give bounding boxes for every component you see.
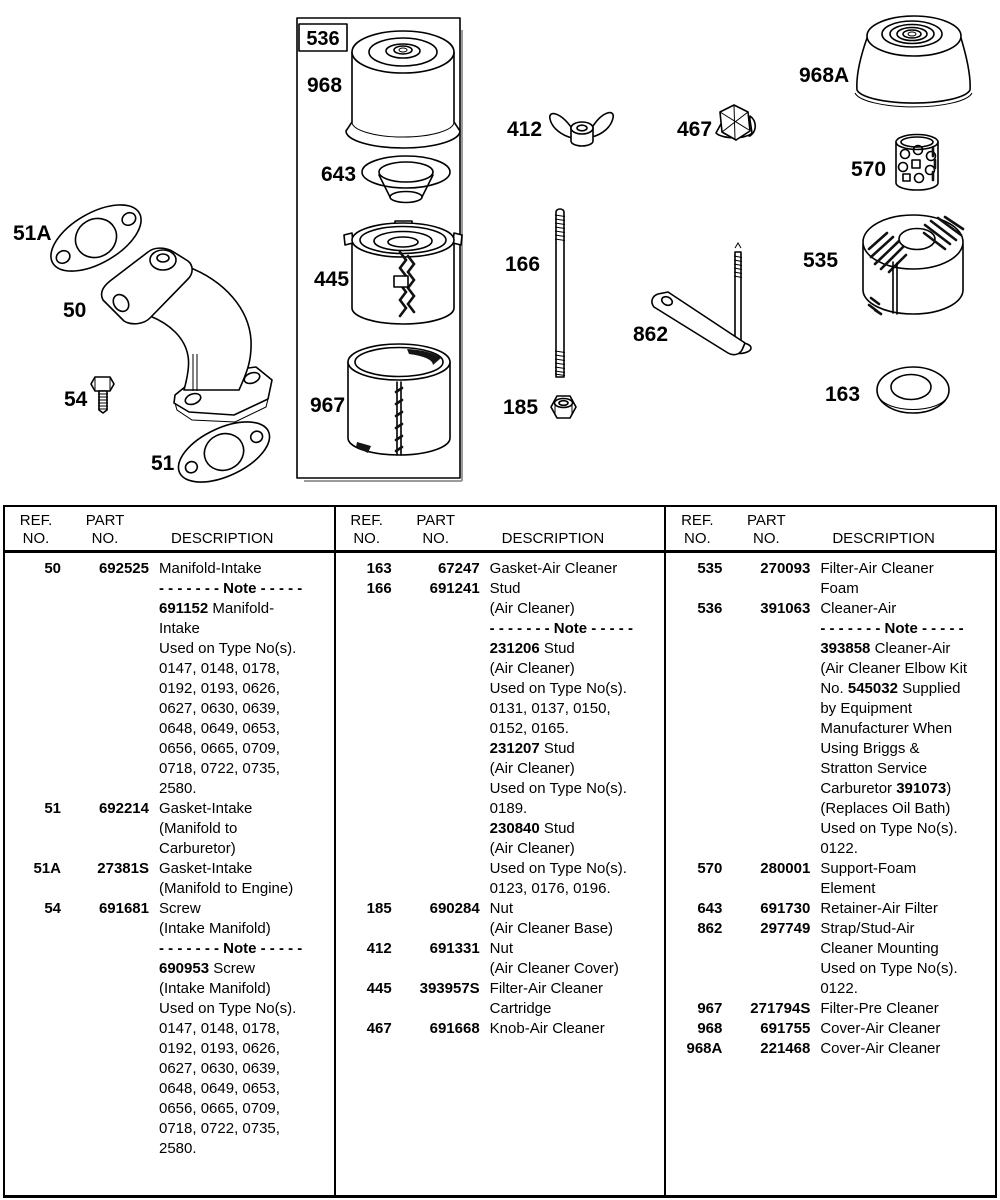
description-line: 690953 Screw: [159, 960, 255, 977]
part-label-50: 50: [63, 299, 87, 322]
table-header: [336, 507, 665, 553]
description-line: Cover-Air Cleaner: [820, 1020, 941, 1037]
table-row: [11, 859, 332, 899]
part-drawing-412-wingnut: [507, 113, 613, 146]
description-line: Used on Type No(s).: [820, 820, 958, 837]
table-row: [672, 999, 993, 1019]
description-line: Manufacturer When: [820, 720, 953, 737]
header-ref-no: [672, 512, 722, 550]
description-line: 0147, 0148, 0178,: [159, 1020, 280, 1037]
ref-no-cell: 968: [697, 1020, 723, 1037]
description-line: Used on Type No(s).: [159, 1000, 297, 1017]
description-line: (Air Cleaner): [489, 840, 575, 857]
description-cell: [810, 999, 993, 1019]
description-line: 0656, 0665, 0709,: [159, 1100, 280, 1117]
part-no-cell: 691681: [98, 900, 149, 917]
part-label-862: 862: [633, 323, 669, 346]
table-row: [342, 1019, 663, 1039]
ref-no-cell: 445: [366, 980, 392, 997]
part-label-166: 166: [505, 253, 541, 276]
part-no-cell: 692525: [98, 560, 149, 577]
description-line: 0656, 0665, 0709,: [159, 740, 280, 757]
parts-rows: [666, 553, 995, 1059]
table-row: [342, 939, 663, 979]
header-description: DESCRIPTION: [832, 530, 935, 547]
table-row: [11, 799, 332, 859]
part-label-968A: 968A: [799, 64, 850, 87]
header-part-line2: NO.: [91, 530, 119, 547]
header-ref-line1: REF.: [350, 512, 383, 529]
part-label-536: 536: [306, 28, 340, 50]
parts-column-3: [666, 507, 995, 1195]
description-line: Gasket-Intake: [159, 860, 253, 877]
table-row: [11, 559, 332, 799]
description-line: Used on Type No(s).: [489, 780, 627, 797]
description-line: Screw: [159, 900, 201, 917]
description-line: 0718, 0722, 0735,: [159, 1120, 280, 1137]
part-label-467: 467: [677, 118, 713, 141]
header-part-no: [722, 512, 810, 550]
description-line: (Intake Manifold): [159, 980, 271, 997]
header-ref-line2: NO.: [684, 530, 711, 547]
part-drawing-968A-cover: [799, 16, 972, 107]
description-line: Used on Type No(s).: [489, 860, 627, 877]
description-cell: [149, 899, 332, 1159]
header-part-no: [61, 512, 149, 550]
description-line: Using Briggs &: [820, 740, 920, 757]
description-line: Used on Type No(s).: [489, 680, 627, 697]
part-no-cell: 691755: [760, 1020, 811, 1037]
table-row: [672, 919, 993, 999]
description-cell: [480, 559, 663, 579]
header-part-line1: PART: [416, 512, 455, 529]
description-line: 0123, 0176, 0196.: [489, 880, 611, 897]
part-drawing-51-gasket: [169, 410, 278, 495]
description-line: Foam: [820, 580, 859, 597]
part-no-cell: 280001: [760, 860, 811, 877]
ref-no-cell: 185: [366, 900, 392, 917]
description-line: 0122.: [820, 840, 858, 857]
description-line: Gasket-Intake: [159, 800, 253, 817]
description-line: - - - - - - - Note - - - - -: [159, 580, 303, 597]
description-line: 0627, 0630, 0639,: [159, 700, 280, 717]
header-part-line1: PART: [85, 512, 125, 529]
description-line: 393858 Cleaner-Air: [820, 640, 951, 657]
description-line: (Air Cleaner Elbow Kit: [820, 660, 968, 677]
part-label-570: 570: [851, 158, 887, 181]
part-drawing-570-support: [851, 135, 938, 191]
description-line: Stud: [489, 580, 521, 597]
ref-no-cell: 166: [366, 580, 392, 597]
description-line: 0152, 0165.: [489, 720, 569, 737]
description-line: (Intake Manifold): [159, 920, 271, 937]
description-cell: [149, 799, 332, 859]
ref-no-cell: 467: [366, 1020, 392, 1037]
ref-no-cell: 51A: [33, 860, 61, 877]
part-drawing-166-stud: [505, 209, 565, 377]
part-label-968: 968: [307, 74, 343, 97]
description-line: Filter-Pre Cleaner: [820, 1000, 939, 1017]
part-drawing-185-nut: [503, 396, 576, 419]
description-line: 0147, 0148, 0178,: [159, 660, 280, 677]
description-line: Gasket-Air Cleaner: [489, 560, 618, 577]
description-line: Cleaner-Air: [820, 600, 897, 617]
description-line: (Replaces Oil Bath): [820, 800, 951, 817]
part-drawing-54-screw: [64, 377, 114, 413]
description-line: (Air Cleaner Base): [489, 920, 614, 937]
part-drawing-50-manifold: [63, 248, 272, 422]
header-ref-line1: REF.: [19, 512, 53, 529]
part-label-445: 445: [314, 268, 350, 291]
part-no-cell: 393957S: [419, 980, 480, 997]
description-line: 0189.: [489, 800, 528, 817]
ref-no-cell: 535: [697, 560, 723, 577]
part-no-cell: 271794S: [750, 1000, 811, 1017]
description-cell: [810, 1019, 993, 1039]
part-label-535: 535: [803, 249, 839, 272]
part-drawing-467-knob: [677, 105, 755, 141]
description-line: Nut: [489, 900, 514, 917]
part-no-cell: 691331: [429, 940, 480, 957]
description-line: (Air Cleaner): [489, 660, 575, 677]
part-label-185: 185: [503, 396, 539, 419]
description-line: - - - - - - - Note - - - - -: [159, 940, 303, 957]
header-ref-line2: NO.: [22, 530, 50, 547]
description-line: 231206 Stud: [489, 640, 575, 657]
table-row: [672, 1019, 993, 1039]
table-row: [342, 579, 663, 899]
description-cell: [810, 859, 993, 899]
description-line: Manifold-Intake: [159, 560, 262, 577]
description-line: 230840 Stud: [489, 820, 575, 837]
parts-column-2: [336, 507, 667, 1195]
part-no-cell: 391063: [760, 600, 811, 617]
ref-no-cell: 50: [44, 560, 61, 577]
part-drawing-163-washer: [825, 367, 949, 413]
part-no-cell: 297749: [760, 920, 811, 937]
table-row: [672, 899, 993, 919]
description-line: Stratton Service: [820, 760, 928, 777]
description-cell: [810, 899, 993, 919]
part-no-cell: 27381S: [97, 860, 149, 877]
table-row: [672, 859, 993, 899]
description-line: by Equipment: [820, 700, 913, 717]
ref-no-cell: 163: [366, 560, 392, 577]
parts-table: [3, 505, 997, 1198]
header-ref-no: [11, 512, 61, 550]
description-line: 0627, 0630, 0639,: [159, 1060, 280, 1077]
description-cell: [810, 919, 993, 999]
description-line: (Air Cleaner): [489, 600, 575, 617]
parts-rows: [336, 553, 665, 1039]
description-line: Cartridge: [489, 1000, 552, 1017]
part-label-54: 54: [64, 388, 88, 411]
ref-no-cell: 51: [44, 800, 61, 817]
description-line: Filter-Air Cleaner: [489, 980, 604, 997]
description-line: 231207 Stud: [489, 740, 575, 757]
part-label-643: 643: [321, 163, 357, 186]
table-row: [672, 599, 993, 859]
description-line: Cover-Air Cleaner: [820, 1040, 941, 1057]
table-header: [5, 507, 334, 553]
description-line: Used on Type No(s).: [159, 640, 297, 657]
description-line: 0718, 0722, 0735,: [159, 760, 280, 777]
description-cell: [480, 939, 663, 979]
description-line: (Manifold to Engine): [159, 880, 294, 897]
description-line: Carburetor): [159, 840, 236, 857]
table-row: [342, 559, 663, 579]
table-row: [342, 899, 663, 939]
description-line: 2580.: [159, 780, 197, 797]
header-part-line1: PART: [747, 512, 786, 529]
parts-diagram: [0, 0, 1000, 500]
description-cell: [149, 559, 332, 799]
description-line: Cleaner Mounting: [820, 940, 939, 957]
header-ref-line2: NO.: [353, 530, 380, 547]
description-cell: [810, 1039, 993, 1059]
part-label-412: 412: [507, 118, 543, 141]
description-cell: [480, 579, 663, 899]
part-drawing-862-strap: [633, 243, 751, 355]
description-line: (Manifold to: [159, 820, 238, 837]
ref-no-cell: 570: [697, 860, 723, 877]
description-line: Support-Foam: [820, 860, 917, 877]
description-line: Element: [820, 880, 876, 897]
description-line: (Air Cleaner Cover): [489, 960, 619, 977]
part-label-163: 163: [825, 383, 861, 406]
description-line: Filter-Air Cleaner: [820, 560, 934, 577]
description-line: (Air Cleaner): [489, 760, 575, 777]
header-description: DESCRIPTION: [501, 530, 605, 547]
description-line: Carburetor 391073): [820, 780, 952, 797]
part-no-cell: 690284: [429, 900, 480, 917]
header-description: DESCRIPTION: [171, 530, 274, 547]
header-part-line2: NO.: [753, 530, 780, 547]
header-part-line2: NO.: [422, 530, 449, 547]
parts-rows: [5, 553, 334, 1159]
description-line: Used on Type No(s).: [820, 960, 958, 977]
ref-no-cell: 54: [44, 900, 61, 917]
description-line: 0131, 0137, 0150,: [489, 700, 611, 717]
description-line: 0192, 0193, 0626,: [159, 680, 280, 697]
ref-no-cell: 643: [697, 900, 723, 917]
description-line: 0648, 0649, 0653,: [159, 1080, 280, 1097]
description-line: Intake: [159, 620, 200, 637]
description-cell: [480, 1019, 663, 1039]
header-ref-line1: REF.: [681, 512, 714, 529]
description-line: 0122.: [820, 980, 858, 997]
description-cell: [480, 899, 663, 939]
ref-no-cell: 967: [697, 1000, 723, 1017]
header-ref-no: [342, 512, 392, 550]
description-cell: [149, 859, 332, 899]
part-no-cell: 692214: [98, 800, 149, 817]
part-no-cell: 270093: [760, 560, 811, 577]
part-drawing-535-foam: [803, 215, 963, 314]
part-no-cell: 221468: [760, 1040, 811, 1057]
description-line: 0192, 0193, 0626,: [159, 1040, 280, 1057]
part-no-cell: 691241: [429, 580, 480, 597]
description-line: Nut: [489, 940, 514, 957]
part-no-cell: 691668: [429, 1020, 480, 1037]
table-row: [342, 979, 663, 1019]
part-no-cell: 67247: [437, 560, 480, 577]
table-row: [672, 1039, 993, 1059]
description-line: 2580.: [159, 1140, 197, 1157]
part-no-cell: 691730: [760, 900, 811, 917]
description-line: Strap/Stud-Air: [820, 920, 915, 937]
description-cell: [810, 599, 993, 859]
part-label-51A: 51A: [13, 222, 52, 245]
description-line: - - - - - - - Note - - - - -: [489, 620, 633, 637]
description-line: Retainer-Air Filter: [820, 900, 938, 917]
description-line: Knob-Air Cleaner: [489, 1020, 605, 1037]
description-line: 691152 Manifold-: [159, 600, 275, 617]
ref-no-cell: 536: [697, 600, 723, 617]
description-line: No. 545032 Supplied: [820, 680, 961, 697]
description-line: - - - - - - - Note - - - - -: [820, 620, 964, 637]
description-line: 0648, 0649, 0653,: [159, 720, 280, 737]
ref-no-cell: 862: [697, 920, 723, 937]
header-part-no: [392, 512, 480, 550]
part-label-967: 967: [310, 394, 346, 417]
parts-column-1: [5, 507, 336, 1195]
ref-no-cell: 968A: [686, 1040, 723, 1057]
description-cell: [480, 979, 663, 1019]
table-row: [11, 899, 332, 1159]
table-row: [672, 559, 993, 599]
part-label-51: 51: [151, 452, 175, 475]
ref-no-cell: 412: [366, 940, 392, 957]
description-cell: [810, 559, 993, 599]
table-header: [666, 507, 995, 553]
